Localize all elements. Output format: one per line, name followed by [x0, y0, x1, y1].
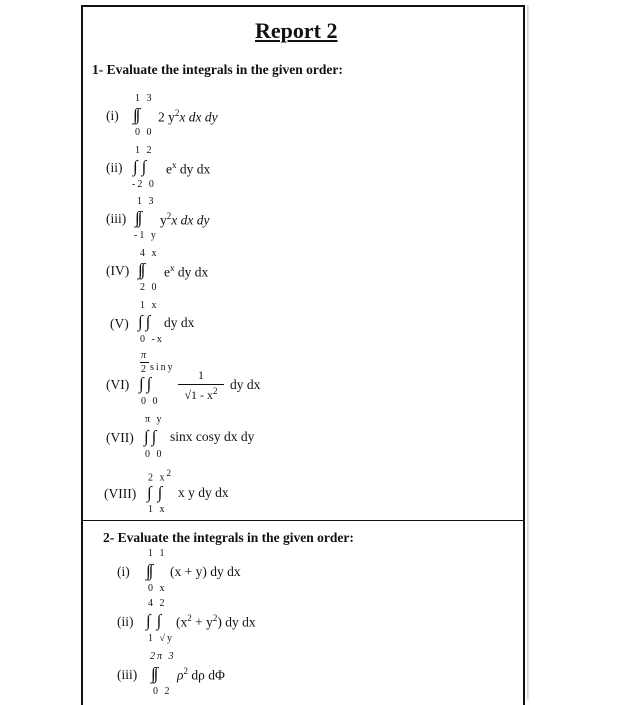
fraction-bar [140, 362, 149, 363]
integrand: $y^2x$ dx dy [160, 211, 210, 228]
integral-sign: ∫∫ [146, 561, 152, 580]
denominator: $√1 - x^2$ [184, 386, 218, 402]
integral-sign: ∫∫ [133, 105, 139, 124]
problem-label: (ii) [106, 160, 123, 175]
integrand: dy dx [164, 315, 195, 330]
lower-limits: 0 0 [141, 396, 160, 407]
problem-label: (ii) [117, 614, 134, 629]
upper-limit-siny: siny [150, 362, 175, 373]
upper-limits: 1 2 [135, 145, 154, 156]
lower-limits: 0 0 [145, 449, 164, 460]
integrand: $\rho^2$ dρ dΦ [177, 666, 225, 683]
integral-sign: ∫∫ [139, 374, 155, 393]
integral-sign: ∫∫ [151, 664, 157, 683]
integral-sign: ∫∫ [144, 427, 160, 446]
upper-limit-pi: π [141, 350, 149, 361]
integrand: $e^x$ dy dx [164, 263, 209, 280]
upper-limits: 1 x [140, 300, 159, 311]
problem-label: (V) [110, 316, 129, 331]
differentials: dy dx [230, 377, 261, 392]
upper-limit-2: 2 [141, 364, 148, 375]
integral-sign: ∫∫ [138, 312, 154, 331]
problem-label: (IV) [106, 263, 130, 278]
fraction [178, 368, 224, 403]
section-divider [83, 520, 523, 521]
report-title: Report 2 [255, 18, 338, 43]
upper-limits: π y [145, 414, 164, 425]
lower-limits: 0 2 [153, 686, 172, 697]
integral-sign: ∫∫ [133, 157, 151, 176]
integrand: 2 $y^2x$ dx dy [158, 108, 218, 125]
lower-limits: 0 -x [140, 334, 164, 345]
integrand: (x + y) dy dx [170, 564, 241, 579]
problem-label: (iii) [106, 211, 127, 226]
lower-limits: 1 √y [148, 633, 174, 644]
section-1-heading: 1- Evaluate the integrals in the given order: [92, 62, 343, 77]
lower-limits: 1 x [148, 504, 167, 515]
problem-label: (VIII) [104, 486, 137, 501]
upper-limits: 4 x [140, 248, 159, 259]
lower-limits: -2 0 [132, 179, 156, 190]
integral-sign: ∫∫ [135, 208, 141, 227]
lower-limits: 0 0 [135, 127, 154, 138]
integrand: x y dy dx [178, 485, 229, 500]
upper-limits: 1 3 [137, 196, 156, 207]
numerator: 1 [198, 368, 204, 382]
integrand: $(x^2 + y^2)$ dy dx [176, 613, 256, 630]
integral-sign: ∫∫ [147, 483, 169, 502]
upper-limits: 1 1 [148, 548, 167, 559]
upper-limits: 1 3 [135, 93, 154, 104]
lower-limits: -1 y [134, 230, 158, 241]
upper-limits: 2 $x^2$ [148, 468, 173, 484]
section-2-heading: 2- Evaluate the integrals in the given order: [103, 530, 354, 545]
lower-limits: 2 0 [140, 282, 159, 293]
problem-label: (iii) [117, 667, 138, 682]
problem-label: (VI) [106, 377, 130, 392]
integral-sign: ∫∫ [146, 611, 168, 630]
integrand: $e^x$ dy dx [166, 160, 211, 177]
integral-sign: ∫∫ [138, 260, 144, 279]
integrand: sinx cosy dx dy [170, 429, 255, 444]
lower-limits: 0 x [148, 583, 167, 594]
upper-limits: 4 2 [148, 598, 167, 609]
upper-limits: 2π 3 [150, 651, 176, 662]
problem-label: (i) [117, 564, 130, 579]
problem-label: (i) [106, 108, 119, 123]
page-shadow [527, 5, 530, 700]
problem-label: (VII) [106, 430, 134, 445]
fraction-line [178, 384, 224, 385]
